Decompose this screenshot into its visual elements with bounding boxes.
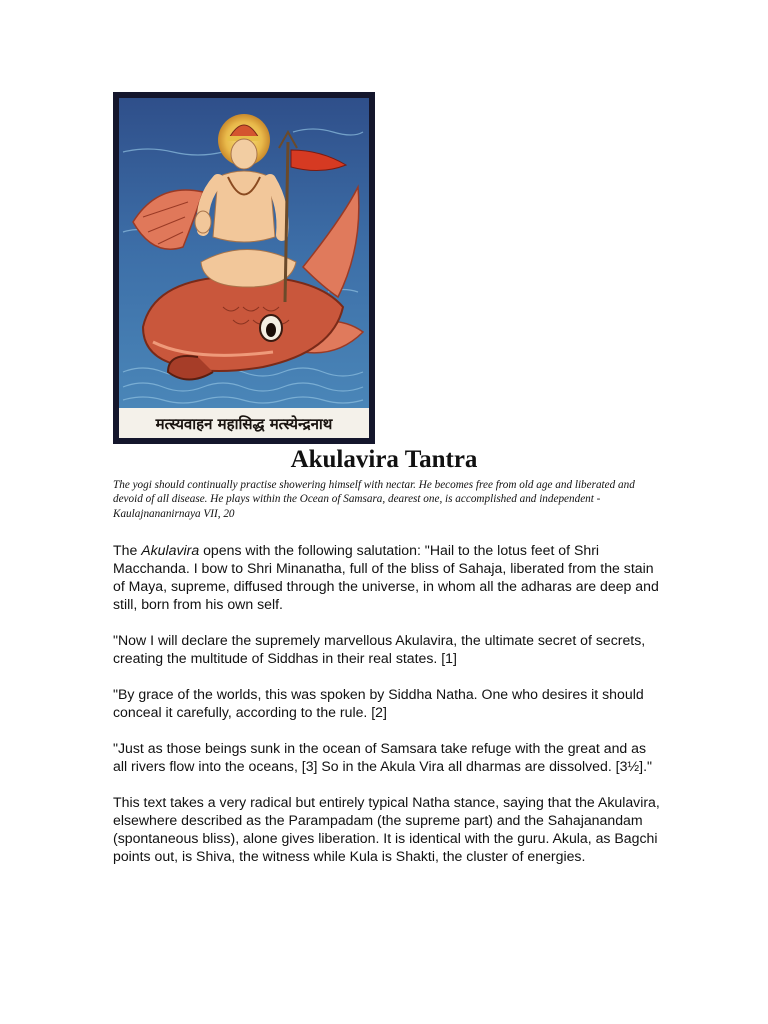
painting-illustration [113,92,375,444]
epigraph-quote: The yogi should continually practise showering himself with nectar. He becomes free from old age and liberated and devoid of all disease. He plays within the Ocean of Samsara, dearest one, is accomplished and independent - Kaulajnananirnaya VII, 20 [113,479,635,520]
paragraph-4: "Just as those beings sunk in the ocean of Samsara take refuge with the great and as all rivers flow into the oceans, [3] So in the Akula Vira all dharmas are dissolved. [3½]." [113,740,653,774]
matsyendranath-painting [113,92,375,444]
article-body [113,541,661,883]
page-title: Akulavira Tantra [290,446,478,473]
painting-caption: मत्स्यवाहन महासिद्ध मत्स्येन्द्रनाथ [155,415,333,433]
paragraph-1-italic-term: Akulavira [141,542,200,558]
paragraph-1 [113,541,661,613]
paragraph-3: "By grace of the worlds, this was spoken by Siddha Natha. One who desires it should conceal it carefully, according to the rule. [2] [113,686,644,720]
paragraph-1-rest: opens with the following salutation: "Hail to the lotus feet of Shri Macchanda. I bow to Shri Minanatha, full of the bliss of Sahaja, liberated from the stain of Maya, supreme, diffused through the universe, in whom all the adharas are deep and still, born from his own self. [113,542,659,612]
paragraph-5: This text takes a very radical but entirely typical Natha stance, saying that the Akulavira, elsewhere described as the Parampadam (the supreme part) and the Sahajanandam (spontaneous bliss), alone gives liberation. It is identical with the guru. Akula, as Bagchi points out, is Shiva, the witness while Kula is Shakti, the cluster of energies. [113,794,660,864]
paragraph-1-lead: The [113,542,142,558]
paragraph-2: "Now I will declare the supremely marvellous Akulavira, the ultimate secret of secrets, creating the multitude of Siddhas in their real states. [1] [113,632,646,666]
